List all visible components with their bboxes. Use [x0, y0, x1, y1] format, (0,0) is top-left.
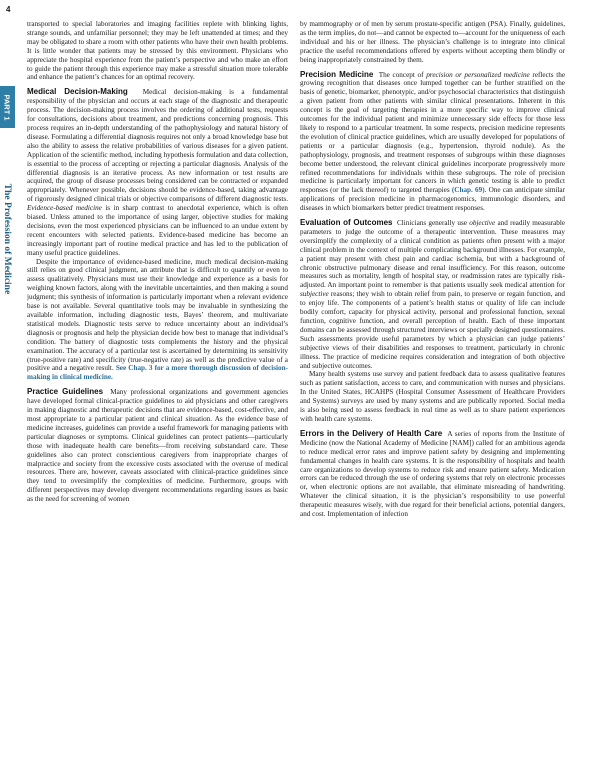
paragraph-hospital: transported to special laboratories and imaging facilities replete with blinking lights, strange sounds, and unfamiliar personnel; they may be left unattended at times; and they may be obligated to share a room with other patients who have their own health problems. It is little wonder that patients may be stressed by this environment. Physicians who appreciate the hospital experience from the patient’s perspective and who make an effort to guide the patient through this experience may make a stressful situation more tolerable and enhance the patient’s chances for an optimal recovery.: [27, 20, 288, 82]
text-eo-1: and readily measurable parameters to judge the outcome of a therapeutic intervention. These measures may oversimplify the complexity of a clinical condition as patients often present with a major clinical problem in the context of multiple complicating background illnesses. For example, a patient may present with chest pain and cardiac ischemia, but with a background of chronic obstructive pulmonary disease and renal insufficiency. For this reason, outcome measures such as mortality, length of hospital stay, or readmission rates are typically risk-adjusted. An important point to remember is that patients usually seek medical attention for: [300, 219, 565, 290]
term-evidence-based-medicine: Evidence-based medicine: [27, 204, 102, 213]
right-column: [300, 20, 565, 519]
part-tab: [0, 86, 15, 128]
chapter-69-link[interactable]: (Chap. 69): [451, 186, 485, 195]
term-objective: objective: [469, 219, 496, 228]
section-tab: [0, 150, 15, 328]
paragraph-evaluation-outcomes: [300, 219, 565, 370]
text-mdm-1: Medical decision-making is a fundamental responsibility of the physician and occurs at each stage of the diagnostic and therapeutic process. The decision-making process involves the ordering of additional tests, requests for consultations, decisions about treatment, and predictions concerning prognosis. This process requires an in-depth understanding of the pathophysiology and natural history of disease. Formulating a differential diagnosis requires not only a broad knowledge base but also the ability to assess the relative probabilities of various diseases for a given patient. Application of the scientific method, including hypothesis formulation and data collection, is essential to the process of accepting or rejecting a particular diagnosis. Analysis of the differential diagnosis is an iterative process. As new information or test results are acquired, the group of disease processes being considered can be contracted or expanded appropriately. Whenever possible, decisions should be evidence-based, taking advantage of rigorously designed clinical trials or objective comparisons of different diagnostic tests.: [27, 88, 288, 204]
heading-precision-medicine: Precision Medicine: [300, 69, 374, 79]
term-precision-medicine: precision or personalized medicine: [426, 70, 530, 79]
paragraph-errors: [300, 430, 565, 519]
text-mdm-1-rest: is in sharp contrast to anecdotal experience, which is often biased. Unless attuned to the importance of using larger, objective studies for making decisions, even the most experienced physicians can be influenced to an undue extent by recent encounters with selected patients. Evidence-based medicine has become an increasingly important part of routine medical practice and has led to the publication of many useful practice guidelines.: [27, 204, 288, 257]
heading-practice-guidelines: Practice Guidelines: [27, 387, 104, 397]
text-mdm-2: Despite the importance of evidence-based medicine, much medical decision-making still relies on good clinical judgment, an attribute that is difficult to quantify or even to assess qualitatively. Physicians must use their knowledge and experience as a basis for weighing known factors, along with the inevitable uncertainties, and then making a sound judgment; this synthesis of information is particularly important when a relevant evidence base is not available. Several quantitative tools may be invaluable in synthesizing the available information, including diagnostic tests, Bayes’ theorem, and multivariate statistical models. Diagnostic tests serve to reduce uncertainty about an individual’s diagnosis or prognosis and help the physician decide how best to manage that individual’s condition. The battery of diagnostic tests complements the history and the physical examination. The accuracy of a particular test is ascertained by determining its sensitivity (true-positive rate) and specificity (true-negative rate) as well as the predictive value of a positive and a negative result.: [27, 257, 288, 373]
heading-errors-in-health-care: Errors in the Delivery of Health Care: [300, 428, 443, 438]
text-pm-intro: The concept of: [378, 70, 424, 79]
paragraph-practice-guidelines: [27, 388, 288, 504]
text-pm-1-rest: . One can anticipate similar applications of precision medicine in pharmacogenomics, immunologic disorders, and diseases in which biomarkers better predict treatment responses.: [300, 186, 565, 213]
text-eo-intro: Clinicians generally use: [397, 219, 467, 228]
page-number: 4: [6, 5, 11, 14]
paragraph-health-surveys: Many health systems use survey and patient feedback data to assess qualitative features such as patient satisfaction, access to care, and communication with nurses and physicians. In the United States, HCAHPS (Hospital Consumer Assessment of Healthcare Providers and Systems) surveys are used by many systems and are publically reported. Social media is also being used to assess feedback in real time as well as to share patient experiences with health care systems.: [300, 370, 565, 423]
paragraph-guidelines-cont: by mammography or of men by serum prostate-specific antigen (PSA). Finally, guidelines, as the term implies, do not—and cannot be expected to—account for the uniqueness of each individual and his or her illness. The physician’s challenge is to integrate into clinical practice the useful recommendations offered by experts without accepting them blindly or being inappropriately constrained by them.: [300, 20, 565, 64]
text-er-1: A series of reports from the Institute of Medicine (now the National Academy of Medicine [NAM]) called for an ambitious agenda to reduce medical error rates and improve patient safety by designing and implementing fundamental changes in health care systems. It is the responsibility of hospitals and health care organizations to develop systems to reduce risk and ensure patient safety. Medication errors can be reduced through the use of ordering systems that rely on electronic processes or, when electronic options are not available, that eliminate misreading of handwriting. Whatever the clinical situation, it is the physician’s responsibility to use powerful therapeutic measures wisely, with due regard for their beneficial actions, potential dangers, and cost. Implementation of infection: [300, 429, 565, 519]
heading-evaluation-of-outcomes: Evaluation of Outcomes: [300, 218, 393, 228]
text-pg-1: Many professional organizations and government agencies have developed formal clinical-practice guidelines to aid physicians and other caregivers in making diagnostic and therapeutic decisions that are evidence-based, cost-effective, and most appropriate to a particular patient and clinical situation. As the evidence base of medicine increases, guidelines can provide a useful framework for managing patients with particular diagnoses or symptoms. Clinical guidelines can protect patients—particularly those with inadequate health care benefits—from receiving substandard care. These guidelines also can protect conscientious caregivers from inappropriate charges of malpractice and society from the excessive costs associated with the overuse of medical resources. There are, however, caveats associated with clinical-practice guidelines since they tend to oversimplify the complexities of medicine. Furthermore, groups with different perspectives may develop divergent recommendations regarding issues as basic as the need for screening of women: [27, 388, 288, 504]
chapter-reference-link[interactable]: See Chap. 3 for a more thorough discussion of decision-making in clinical medicine.: [27, 364, 288, 382]
paragraph-precision-medicine: [300, 71, 565, 214]
part-tab-label: PART 1: [3, 93, 12, 121]
heading-medical-decision-making: Medical Decision-Making: [27, 87, 128, 97]
text-eo-1-rest: reasons; they wish to obtain relief from pain, to preserve or regain function, and to enjoy life. The components of a patient’s health status or quality of life can include bodily comfort, capacity for physical activity, personal and professional function, sexual function, cognitive function, and overall perception of health. Each of these important domains can be assessed through structured interviews or specially designed questionnaires. Such assessments provide useful parameters by which a physician can judge patients’ subjective views of their disabilities and responses to treatment, particularly in chronic illness. The practice of medicine requires consideration and integration of both objective and subjective outcomes.: [300, 290, 565, 370]
paragraph-decision-making: [27, 88, 288, 257]
paragraph-clinical-judgment: [27, 258, 288, 383]
section-tab-label: The Profession of Medicine: [2, 183, 13, 295]
text-pm-1: reflects the growing recognition that diseases once lumped together can be further stratified on the basis of genetic, biomarker, phenotypic, and/or psychosocial characteristics that distinguish a given patient from other patients with similar clinical presentations. Inherent in this concept is the goal of targeting therapies in a more specific way to improve clinical outcomes for the individual patient and minimize unnecessary side effects for those less likely to respond to a particular treatment. In some respects, precision medicine represents the evolution of clinical practice guidelines, which are usually developed for populations of patients or a particular diagnosis (e.g., hypertension, thyroid nodule). As the pathophysiology, prognosis, and treatment responses of subgroups within these diagnoses become better understood, the relevant clinical guidelines incorporate progressively more refined recommendations for individuals within these subgroups. The role of precision medicine is particularly important for cancers in which genetic testing is able to predict responses (or the lack thereof) to targeted therapies: [300, 70, 565, 195]
left-column: [27, 20, 288, 504]
term-subjective: subjective: [300, 290, 329, 299]
